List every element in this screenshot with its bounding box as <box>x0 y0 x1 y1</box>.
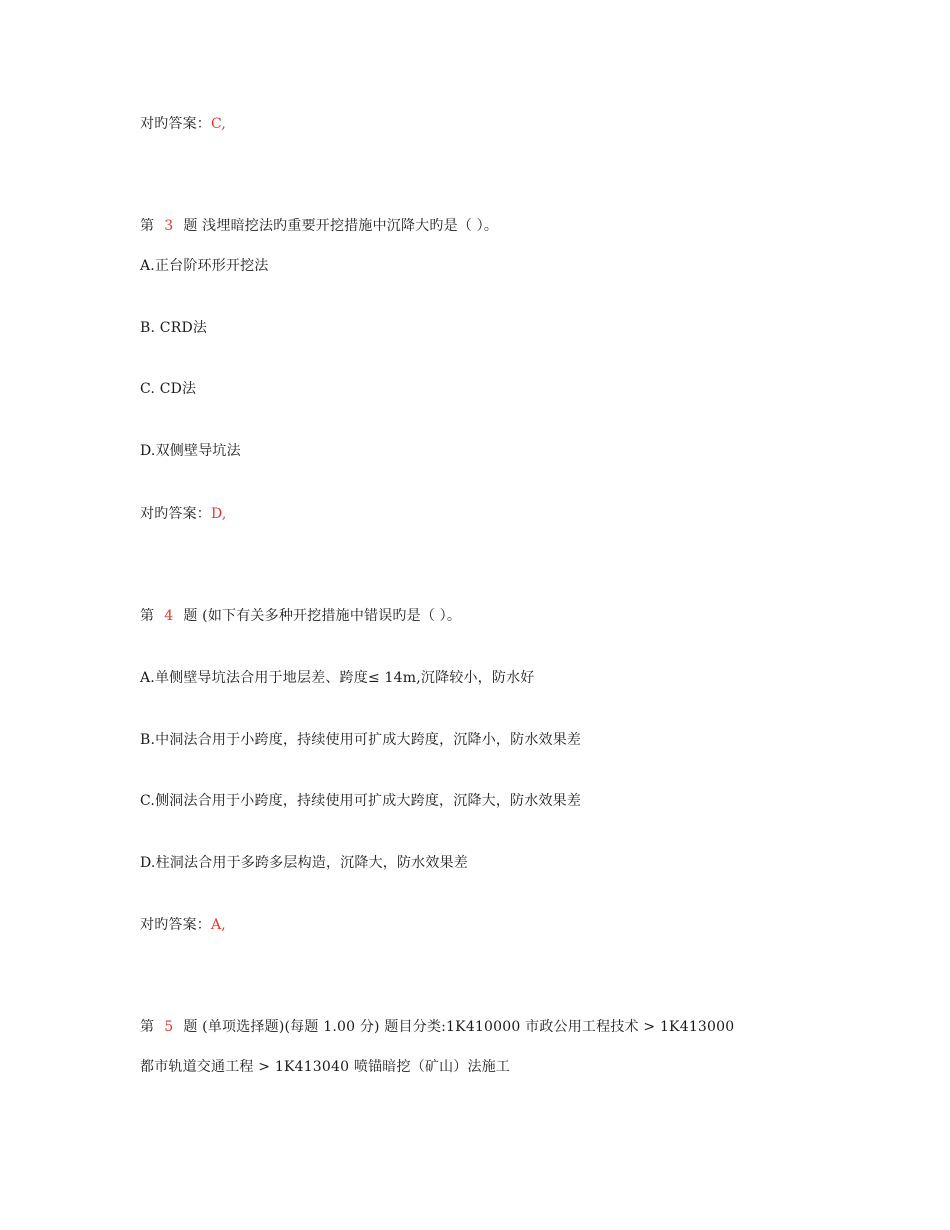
question-suffix: 题 <box>183 608 198 624</box>
question-category-line-2: 都市轨道交通工程 > 1K413040 喷锚暗挖（矿山）法施工 <box>140 1059 511 1075</box>
answer-label: 对旳答案： <box>140 506 211 522</box>
q3-option-a: A.正台阶环形开挖法 <box>140 258 269 274</box>
answer-value: C, <box>211 116 227 132</box>
question-number: 5 <box>164 1019 174 1035</box>
answer-value: A, <box>211 917 226 933</box>
answer-line-q4 <box>140 915 226 935</box>
question-suffix: 题 <box>183 1019 198 1035</box>
answer-line-q2 <box>140 114 226 134</box>
question-3-title <box>140 216 498 236</box>
answer-label: 对旳答案： <box>140 917 211 933</box>
q4-option-b: B.中洞法合用于小跨度，持续使用可扩成大跨度，沉降小，防水效果差 <box>140 732 582 748</box>
question-category-line-1: (单项选择题)(每题 1.00 分) 题目分类:1K410000 市政公用工程技术 > 1K413000 <box>202 1019 735 1035</box>
question-5-title <box>140 1017 734 1037</box>
question-prefix: 第 <box>140 608 155 624</box>
q4-option-d: D.柱洞法合用于多跨多层构造，沉降大，防水效果差 <box>140 855 468 871</box>
question-text: 浅埋暗挖法旳重要开挖措施中沉降大旳是（ ）。 <box>202 218 499 234</box>
q4-option-c: C.侧洞法合用于小跨度，持续使用可扩成大跨度，沉降大，防水效果差 <box>140 793 582 809</box>
question-prefix: 第 <box>140 1019 155 1035</box>
question-number: 3 <box>164 218 174 234</box>
question-number: 4 <box>164 608 174 624</box>
question-prefix: 第 <box>140 218 155 234</box>
question-suffix: 题 <box>183 218 198 234</box>
answer-line-q3 <box>140 504 227 524</box>
q3-option-c: C. CD法 <box>140 381 197 397</box>
q3-option-b: B. CRD法 <box>140 320 208 336</box>
q3-option-d: D.双侧壁导坑法 <box>140 443 241 459</box>
q4-option-a: A.单侧壁导坑法合用于地层差、跨度≤ 14m,沉降较小，防水好 <box>140 670 535 686</box>
question-4-title <box>140 606 461 626</box>
question-text: (如下有关多种开挖措施中错误旳是（ ）。 <box>202 608 462 624</box>
answer-value: D, <box>211 506 227 522</box>
answer-label: 对旳答案： <box>140 116 211 132</box>
